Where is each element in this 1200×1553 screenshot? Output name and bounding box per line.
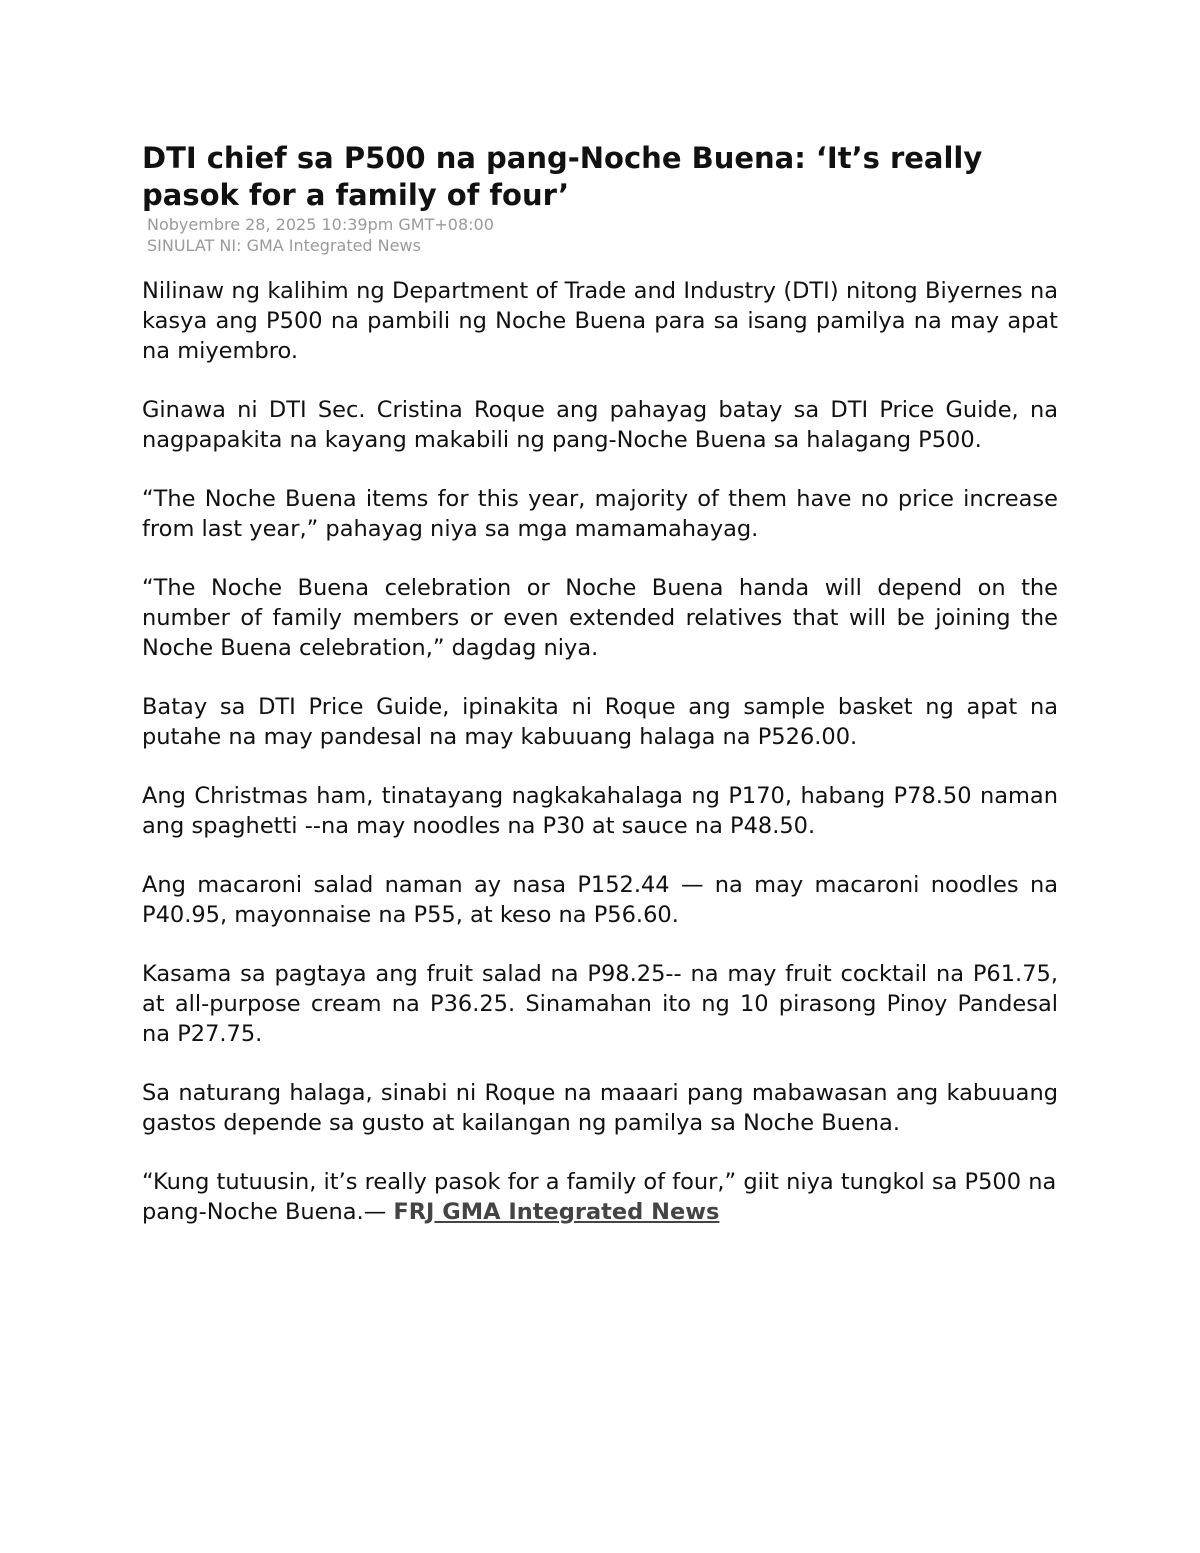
paragraph: Ang macaroni salad naman ay nasa P152.44 — na may macaroni noodles na P40.95, mayonnaise na P55, at keso na P56.60. [142,872,1058,928]
article-author: SINULAT NI: GMA Integrated News [147,236,421,255]
closing-paragraph [142,1167,1058,1227]
source-link[interactable]: GMA Integrated News [434,1199,720,1225]
article-title: DTI chief sa P500 na pang-Noche Buena: ‘It’s really pasok for a family of four’ [142,141,983,212]
byline-initials: FRJ [393,1199,435,1225]
article [142,140,1058,1256]
paragraph: “The Noche Buena celebration or Noche Buena handa will depend on the number of family members or even extended relatives that will be joining the Noche Buena celebration,” dagdag niya. [142,575,1058,661]
article-body [142,276,1058,1227]
article-date: Nobyembre 28, 2025 10:39pm GMT+08:00 [147,215,494,234]
paragraph: Ginawa ni DTI Sec. Cristina Roque ang pahayag batay sa DTI Price Guide, na nagpapakita na kayang makabili ng pang-Noche Buena sa halagang P500. [142,397,1058,453]
closing-quote: “Kung tutuusin, it’s really pasok for a family of four,” giit niya tungkol sa P500 na pang-Noche Buena.— [142,1169,1057,1225]
paragraph: Sa naturang halaga, sinabi ni Roque na maaari pang mabawasan ang kabuuang gastos depende sa gusto at kailangan ng pamilya sa Noche Buena. [142,1080,1058,1136]
paragraph: Ang Christmas ham, tinatayang nagkakahalaga ng P170, habang P78.50 naman ang spaghetti --na may noodles na P30 at sauce na P48.50. [142,783,1058,839]
paragraph: Kasama sa pagtaya ang fruit salad na P98.25-- na may fruit cocktail na P61.75, at all-purpose cream na P36.25. Sinamahan ito ng 10 pirasong Pinoy Pandesal na P27.75. [142,961,1058,1047]
paragraph: “The Noche Buena items for this year, majority of them have no price increase from last year,” pahayag niya sa mga mamamahayag. [142,486,1058,542]
paragraph: Batay sa DTI Price Guide, ipinakita ni Roque ang sample basket ng apat na putahe na may pandesal na may kabuuang halaga na P526.00. [142,694,1058,750]
paragraph: Nilinaw ng kalihim ng Department of Trade and Industry (DTI) nitong Biyernes na kasya ang P500 na pambili ng Noche Buena para sa isang pamilya na may apat na miyembro. [142,278,1058,364]
